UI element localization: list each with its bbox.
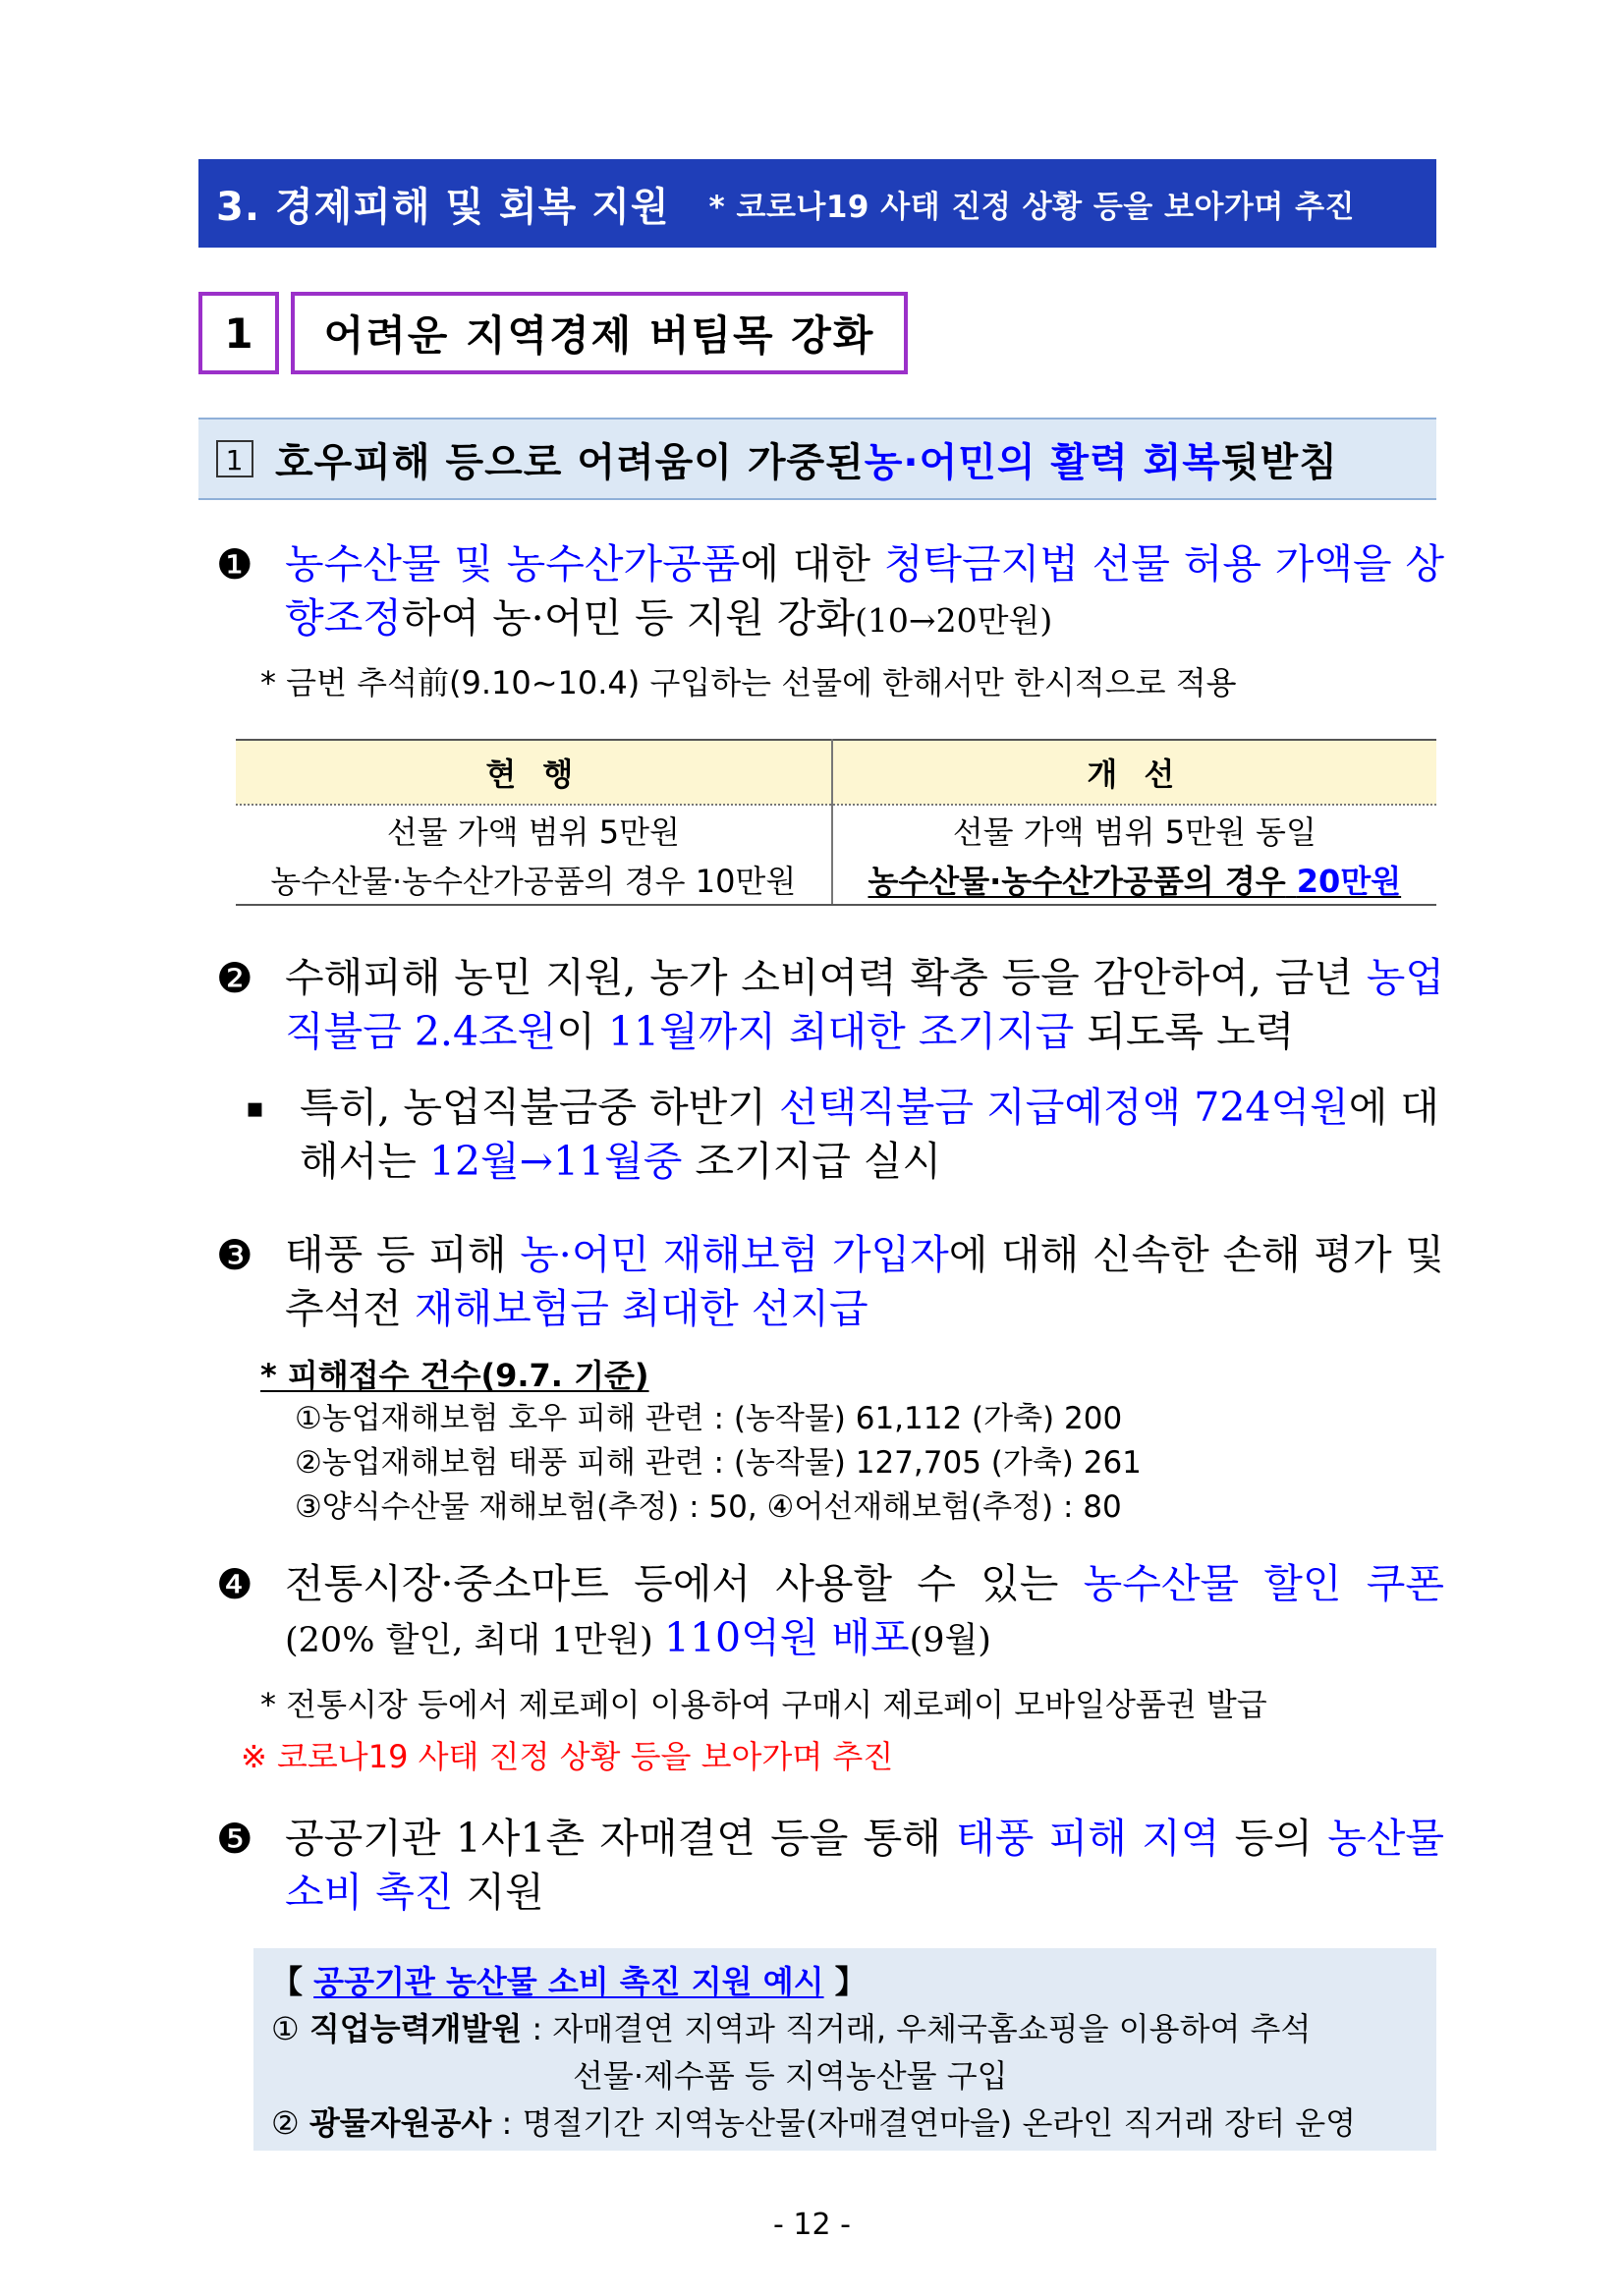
item-5-text-3: 등의 [1219,1815,1328,1862]
gift-limit-table [236,739,1436,906]
subsection-text-after: 뒷받침 [1220,439,1338,485]
item-4-text-5: (9월) [909,1621,991,1660]
item-2-sub-highlight-2: 12월→11월중 [428,1138,683,1185]
item-2-sub-text-3: 에 대해서는 [300,1084,1440,1185]
item-1-highlight-2: 청탁금지법 선물 허용 가액을 상향조정 [285,540,1444,642]
example-row-2-text: : 명절기간 지역농산물(자매결연마을) 온라인 직거래 장터 운영 [491,2104,1357,2142]
table-cell-improved-amount: 20만원 [1296,863,1402,900]
example-row-1 [271,2005,1419,2052]
item-5-highlight-1: 태풍 피해 지역 [956,1815,1220,1862]
example-box-title [271,1958,1419,2005]
item-2-sub-text-1: 특히, 농업직불금중 하반기 [300,1084,779,1131]
item-1-note: * 금번 추석前(9.10~10.4) 구입하는 선물에 한해서만 한시적으로 적용 [260,664,1237,701]
item-3-note-line: ①농업재해보험 호우 피해 관련 : (농작물) 61,112 (가축) 200 [295,1401,1123,1436]
table-cell: 선물 가액 범위 5만원 동일 [952,813,1316,851]
section-header-bar [198,159,1436,248]
item-3-text-1: 태풍 등 피해 [285,1231,521,1278]
item-4-highlight-2: 110억원 배포 [663,1614,910,1661]
item-4-bullet: ❹ [216,1560,253,1608]
subsection-text-before: 호우피해 등으로 어려움이 가중된 [275,439,865,485]
example-row-2-org: 광물자원공사 [308,2104,492,2142]
item-1-text-2: 에 대한 [740,540,884,588]
item-2-text-3: 이 [556,1008,608,1055]
section-title: 3. 경제피해 및 회복 지원 [216,184,670,230]
item-5-text-1: 공공기관 1사1촌 자매결연 등을 통해 [285,1815,957,1862]
section-note: * 코로나19 사태 진정 상황 등을 보아가며 추진 [708,189,1355,225]
item-number-box [198,292,279,374]
table-cell-improved-text: 농수산물·농수산가공품의 경우 [868,863,1286,900]
table-row [236,805,1436,855]
item-1-text-4: 하여 농·어민 등 지원 강화 [401,594,856,642]
subsection-bar [198,418,1436,500]
item-3-highlight-2: 재해보험금 최대한 선지급 [414,1285,868,1332]
item-2-text-1: 수해피해 농민 지원, 농가 소비여력 확충 등을 감안하여, 금년 [285,954,1367,1001]
example-row-1-continued: 선물·제수품 등 지역농산물 구입 [573,2057,1008,2095]
example-row-1-marker: ① [271,2010,300,2047]
item-1-bullet: ❶ [216,540,253,588]
bracket-close: 】 [834,1963,867,2000]
item-3-highlight-1: 농·어민 재해보험 가입자 [520,1231,949,1278]
item-3-note-title [260,1353,649,1398]
item-3-note-lines [295,1397,1142,1530]
page-number: - 12 - [773,2208,851,2242]
item-5 [216,1812,1444,1920]
item-4-highlight-1: 농수산물 할인 쿠폰 [1083,1560,1444,1607]
item-2-highlight-1: 농업직불금 2.4조원 [285,954,1444,1055]
item-5-text-5: 지원 [453,1869,544,1916]
item-title-box [291,292,908,374]
table-cell: 농수산물·농수산가공품의 경우 10만원 [236,855,832,905]
item-3-text-3: 에 대해 신속한 손해 평가 및 추석전 [285,1231,1444,1332]
item-2-sub-marker: ▪ [246,1092,264,1124]
item-5-bullet: ❺ [216,1815,253,1863]
item-2-sub-highlight-1: 선택직불금 지급예정액 724억원 [778,1084,1349,1131]
item-4-text-1: 전통시장·중소마트 등에서 사용할 수 있는 [285,1560,1084,1607]
subsection-highlight: 농·어민의 활력 회복 [864,439,1221,485]
example-row-2-marker: ② [271,2104,300,2142]
example-row-1-text: : 자매결연 지역과 직거래, 우체국홈쇼핑을 이용하여 추석 [522,2010,1312,2047]
table-cell: 선물 가액 범위 5만원 [236,805,832,855]
item-1-highlight-1: 농수산물 및 농수산가공품 [285,540,741,588]
item-4 [216,1557,1444,1668]
item-1 [216,537,1444,647]
item-2-highlight-2: 11월까지 최대한 조기지급 [607,1008,1075,1055]
bracket-open: 【 [271,1963,304,2000]
example-row-2 [271,2100,1419,2147]
item-4-note: * 전통시장 등에서 제로페이 이용하여 구매시 제로페이 모바일상품권 발급 [260,1686,1267,1723]
table-cell [832,855,1436,905]
example-box [253,1948,1436,2151]
item-4-red-note: ※ 코로나19 사태 진정 상황 등을 보아가며 추진 [241,1738,894,1775]
item-1-amount: (10→20만원) [855,601,1053,640]
item-2 [216,951,1444,1059]
item-2-text-5: 되도록 노력 [1074,1008,1295,1055]
item-4-text-3: (20% 할인, 최대 1만원) [285,1621,664,1660]
subsection-marker: 1 [216,440,253,477]
item-title: 어려운 지역경제 버팀목 강화 [323,311,875,360]
table-header-improved: 개 선 [832,740,1436,805]
item-2-subpoint [246,1081,1439,1189]
item-3 [216,1228,1444,1336]
item-5-highlight-2: 농산물 소비 촉진 [285,1815,1445,1916]
item-2-bullet: ❷ [216,954,253,1002]
item-number: 1 [224,308,253,358]
item-2-sub-text-5: 조기지급 실시 [682,1138,942,1185]
table-header-current: 현 행 [236,740,832,805]
example-row-1-org: 직업능력개발원 [308,2010,523,2047]
item-3-note-line: ③양식수산물 재해보험(추정) : 50, ④어선재해보험(추정) : 80 [295,1489,1122,1525]
example-box-title-text: 공공기관 농산물 소비 촉진 지원 예시 [313,1963,824,2000]
item-3-note-line: ②농업재해보험 태풍 피해 관련 : (농작물) 127,705 (가축) 261 [295,1445,1142,1481]
table-row [236,855,1436,905]
item-3-note-title-text: * 피해접수 건수(9.7. 기준) [260,1357,649,1394]
item-3-bullet: ❸ [216,1231,253,1279]
